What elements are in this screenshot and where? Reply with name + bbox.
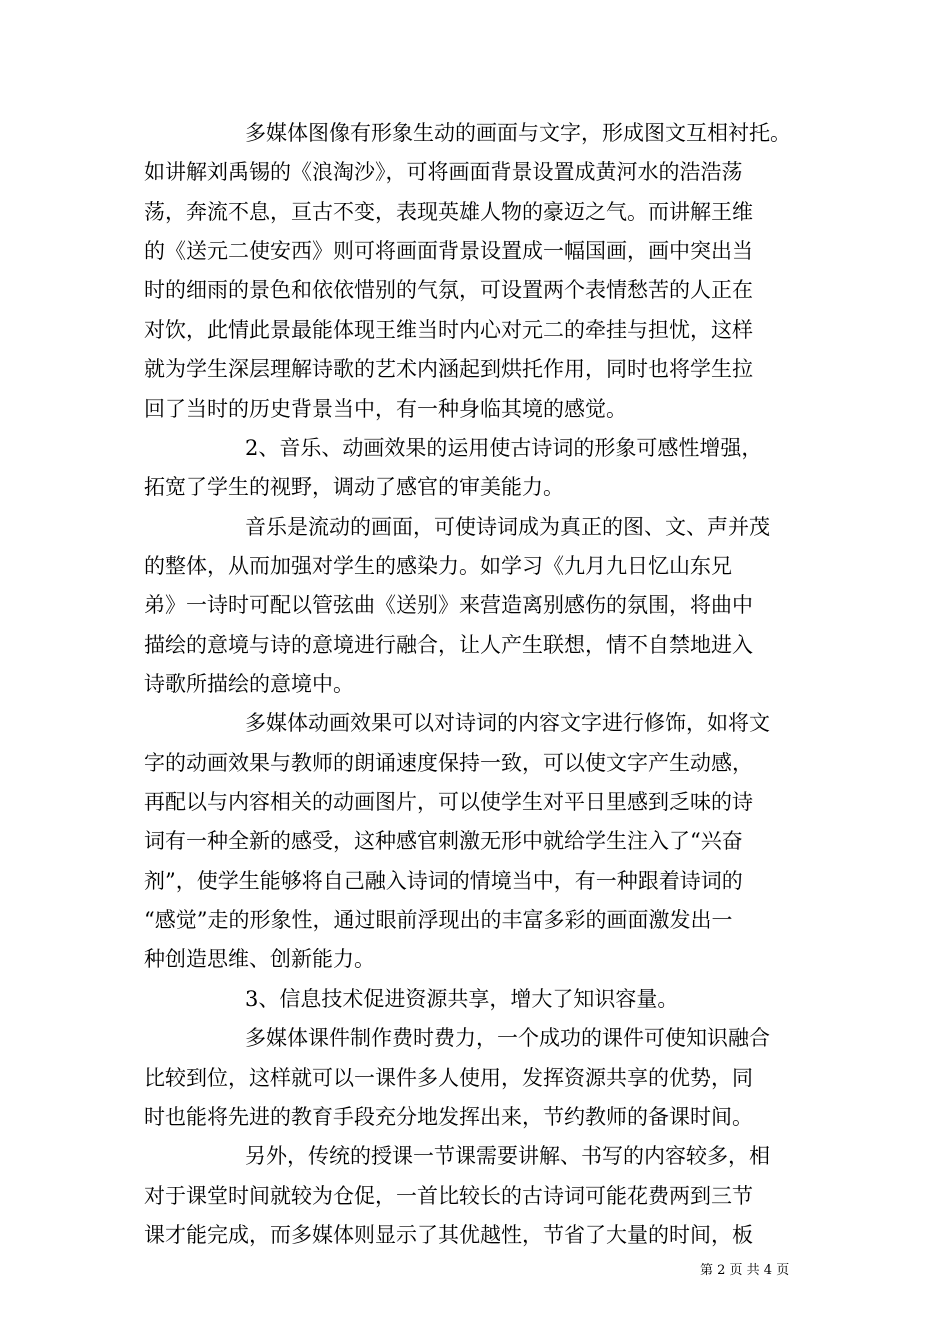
text-line: 回了当时的历史背景当中，有一种身临其境的感觉。 [144,397,627,421]
text-line: 多媒体图像有形象生动的画面与文字，形成图文互相衬托。 [245,121,791,145]
text-line: 再配以与内容相关的动画图片，可以使学生对平日里感到乏味的诗 [144,790,753,814]
text-line: 弟》一诗时可配以管弦曲《送别》来营造离别感伤的氛围，将曲中 [144,593,753,617]
text-line: 时也能将先进的教育手段充分地发挥出来，节约教师的备课时间。 [144,1105,753,1129]
text-line: 种创造思维、创新能力。 [144,947,375,971]
text-line: 另外，传统的授课一节课需要讲解、书写的内容较多，相 [245,1144,770,1168]
text-line: “感觉”走的形象性，通过眼前浮现出的丰富多彩的画面激发出一 [144,908,733,932]
text-line: 的《送元二使安西》则可将画面背景设置成一幅国画，画中突出当 [144,239,753,263]
text-line: 对于课堂时间就较为仓促，一首比较长的古诗词可能花费两到三节 [144,1184,753,1208]
text-line: 音乐是流动的画面，可使诗词成为真正的图、文、声并茂 [245,515,770,539]
section-heading: 3、信息技术促进资源共享，增大了知识容量。 [245,987,679,1011]
text-line: 剂”，使学生能够将自己融入诗词的情境当中，有一种跟着诗词的 [144,869,743,893]
text-line: 拓宽了学生的视野，调动了感官的审美能力。 [144,475,564,499]
text-line: 对饮，此情此景最能体现王维当时内心对元二的牵挂与担忧，这样 [144,318,753,342]
text-line: 课才能完成，而多媒体则显示了其优越性，节省了大量的时间，板 [144,1223,753,1247]
text-line: 描绘的意境与诗的意境进行融合，让人产生联想，情不自禁地进入 [144,633,753,657]
text-line: 如讲解刘禹锡的《浪淘沙》，可将画面背景设置成黄河水的浩浩荡 [144,160,743,184]
text-line: 字的动画效果与教师的朗诵速度保持一致，可以使文字产生动感， [144,751,753,775]
text-line: 多媒体动画效果可以对诗词的内容文字进行修饰，如将文 [245,711,770,735]
text-line: 就为学生深层理解诗歌的艺术内涵起到烘托作用，同时也将学生拉 [144,357,753,381]
text-line: 时的细雨的景色和依依惜别的气氛，可设置两个表情愁苦的人正在 [144,278,753,302]
text-line: 比较到位，这样就可以一课件多人使用，发挥资源共享的优势，同 [144,1066,753,1090]
text-line: 的整体，从而加强对学生的感染力。如学习《九月九日忆山东兄 [144,554,732,578]
text-line: 诗歌所描绘的意境中。 [144,672,354,696]
page-footer: 第 2 页 共 4 页 [700,1263,790,1278]
section-heading: 2、音乐、动画效果的运用使古诗词的形象可感性增强， [245,436,763,460]
text-line: 荡，奔流不息，亘古不变，表现英雄人物的豪迈之气。而讲解王维 [144,200,753,224]
text-line: 词有一种全新的感受，这种感官刺激无形中就给学生注入了“兴奋 [144,829,743,853]
text-line: 多媒体课件制作费时费力，一个成功的课件可使知识融合 [245,1026,770,1050]
